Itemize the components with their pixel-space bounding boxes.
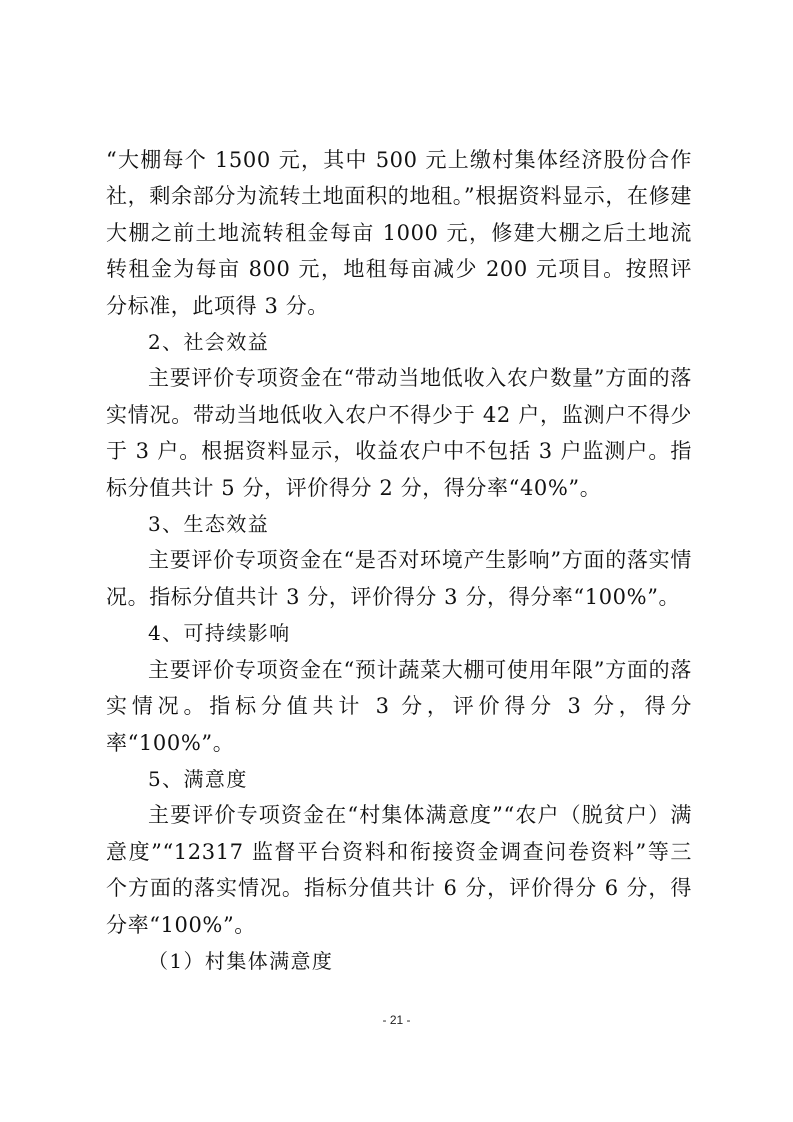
page-number: - 21 - (382, 1013, 411, 1027)
paragraph-greenhouse-rent: “大棚每个 1500 元，其中 500 元上缴村集体经济股份合作社，剩余部分为流转土地面积的地租。”根据资料显示，在修建大棚之前土地流转租金每亩 1000 元，修建大棚之后土地流转租金为每亩 800 元，地租每亩减少 200 元项目。按照评分标准，此项得 3 分。 (106, 148, 692, 318)
heading-sustainable-impact: 4、可持续影响 (148, 621, 291, 646)
heading-ecological-benefit: 3、生态效益 (148, 512, 270, 537)
heading-social-benefit: 2、社会效益 (148, 330, 270, 355)
heading-village-collective-satisfaction: （1）村集体满意度 (148, 948, 334, 973)
paragraph-sustainable-impact: 主要评价专项资金在“预计蔬菜大棚可使用年限”方面的落实情况。指标分值共计 3 分，评价得分 3 分，得分率“100%”。 (106, 657, 692, 755)
paragraph-satisfaction: 主要评价专项资金在“村集体满意度”“农户（脱贫户）满意度”“12317 监督平台资料和衔接资金调查问卷资料”等三个方面的落实情况。指标分值共计 6 分，评价得分 6 分，得分率“100%”。 (106, 803, 692, 937)
document-body (106, 142, 692, 979)
paragraph-social-benefit: 主要评价专项资金在“带动当地低收入农户数量”方面的落实情况。带动当地低收入农户不得少于 42 户，监测户不得少于 3 户。根据资料显示，收益农户中不包括 3 户监测户。指标分值共计 5 分，评价得分 2 分，得分率“40%”。 (106, 366, 692, 500)
heading-satisfaction: 5、满意度 (148, 766, 248, 791)
paragraph-ecological-benefit: 主要评价专项资金在“是否对环境产生影响”方面的落实情况。指标分值共计 3 分，评价得分 3 分，得分率“100%”。 (106, 548, 692, 609)
